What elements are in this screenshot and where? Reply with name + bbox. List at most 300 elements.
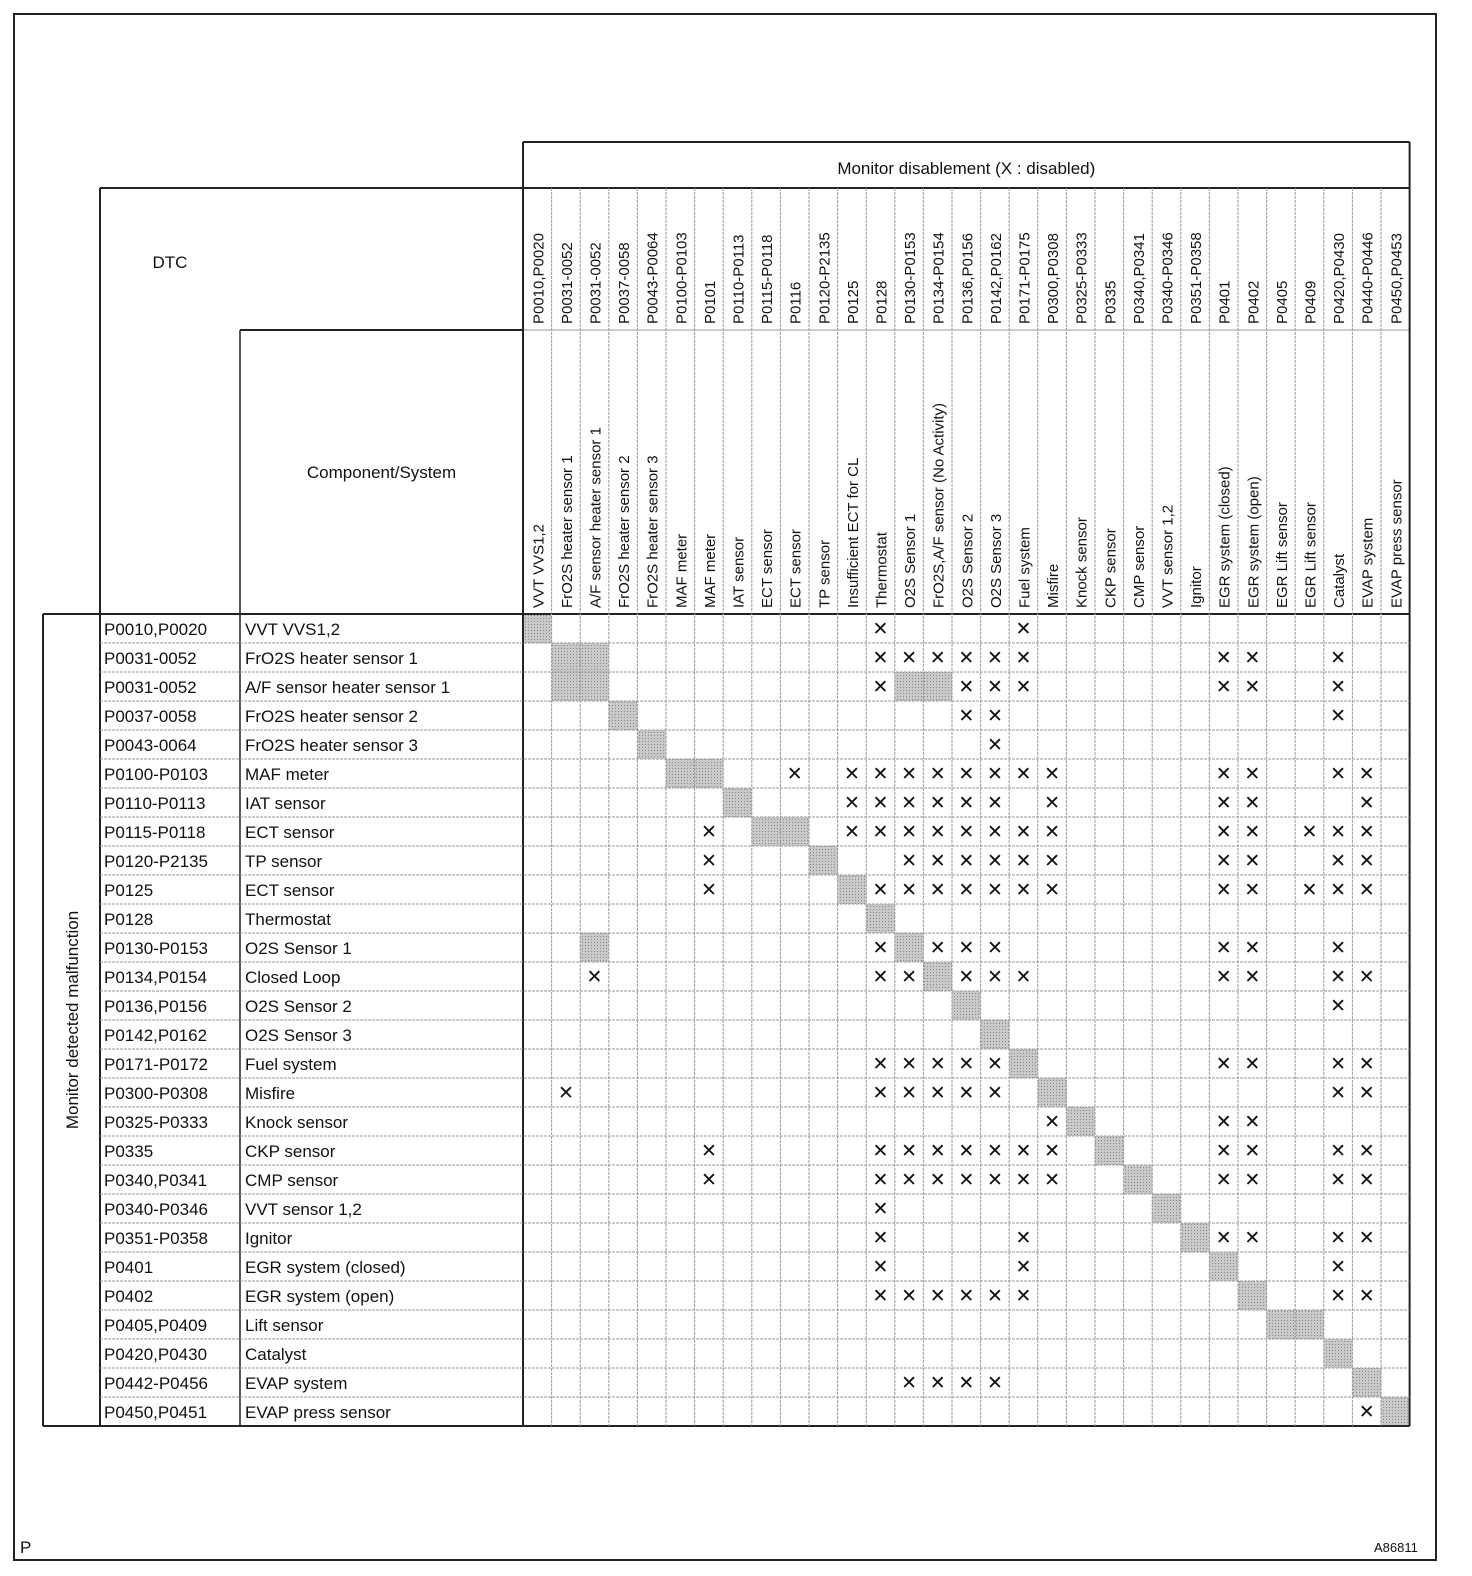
column-component-label: Fuel system [1016, 527, 1034, 608]
disabled-mark: ✕ [901, 850, 918, 872]
disabled-mark: ✕ [1044, 850, 1061, 872]
disabled-mark: ✕ [1301, 821, 1318, 843]
row-component: Closed Loop [245, 968, 341, 987]
disabled-mark: ✕ [872, 1082, 889, 1104]
disabled-mark: ✕ [1244, 937, 1261, 959]
row-dtc: P0125 [104, 881, 154, 900]
disabled-mark: ✕ [1244, 821, 1261, 843]
disabled-mark: ✕ [1358, 879, 1375, 901]
row-component: EGR system (open) [245, 1287, 395, 1306]
column-dtc-label: P0420,P0430 [1331, 233, 1349, 324]
disabled-mark: ✕ [872, 821, 889, 843]
shaded-cell [981, 1020, 1010, 1049]
row-component: MAF meter [245, 765, 330, 784]
shaded-cell [809, 846, 838, 875]
disabled-mark: ✕ [1244, 850, 1261, 872]
row-dtc: P0134,P0154 [104, 968, 208, 987]
column-component-label: ECT sensor [787, 529, 805, 608]
disabled-mark: ✕ [557, 1082, 574, 1104]
column-component-label: O2S Sensor 2 [959, 513, 977, 608]
column-dtc-label: P0440-P0446 [1359, 232, 1377, 324]
disabled-mark: ✕ [986, 1082, 1003, 1104]
disabled-mark: ✕ [1015, 1169, 1032, 1191]
disabled-mark: ✕ [929, 1169, 946, 1191]
column-dtc-label: P0031-0052 [587, 242, 605, 324]
disabled-mark: ✕ [958, 821, 975, 843]
shaded-cell [1238, 1281, 1267, 1310]
disabled-mark: ✕ [929, 937, 946, 959]
disabled-mark: ✕ [1358, 1169, 1375, 1191]
disabled-mark: ✕ [1330, 1053, 1347, 1075]
disabled-mark: ✕ [958, 1053, 975, 1075]
disabled-mark: ✕ [1215, 1227, 1232, 1249]
shaded-cell [752, 817, 781, 846]
disabled-mark: ✕ [986, 937, 1003, 959]
disabled-mark: ✕ [872, 676, 889, 698]
column-dtc-label: P0134-P0154 [930, 232, 948, 324]
row-dtc: P0031-0052 [104, 678, 197, 697]
disabled-mark: ✕ [1330, 1140, 1347, 1162]
disabled-mark: ✕ [986, 734, 1003, 756]
disabled-mark: ✕ [958, 850, 975, 872]
row-component: FrO2S heater sensor 2 [245, 707, 418, 726]
disabled-mark: ✕ [1358, 1401, 1375, 1423]
component-system-header: Component/System [306, 463, 457, 482]
shaded-cell [838, 875, 867, 904]
row-dtc: P0340,P0341 [104, 1171, 208, 1190]
column-component-label: EGR system (closed) [1216, 466, 1234, 608]
disabled-mark: ✕ [1330, 850, 1347, 872]
disabled-mark: ✕ [986, 966, 1003, 988]
disabled-mark: ✕ [958, 1082, 975, 1104]
disabled-mark: ✕ [986, 1372, 1003, 1394]
disabled-mark: ✕ [1330, 1169, 1347, 1191]
disabled-mark: ✕ [1244, 879, 1261, 901]
shaded-cell [1124, 1165, 1153, 1194]
row-dtc: P0031-0052 [104, 649, 197, 668]
disabled-mark: ✕ [1015, 1227, 1032, 1249]
disabled-mark: ✕ [1301, 879, 1318, 901]
row-dtc: P0136,P0156 [104, 997, 208, 1016]
disabled-mark: ✕ [986, 763, 1003, 785]
disabled-mark: ✕ [1244, 1053, 1261, 1075]
disabled-mark: ✕ [1330, 995, 1347, 1017]
disabled-mark: ✕ [872, 966, 889, 988]
disabled-mark: ✕ [586, 966, 603, 988]
row-dtc: P0405,P0409 [104, 1316, 208, 1335]
column-dtc-label: P0142,P0162 [987, 233, 1005, 324]
disabled-mark: ✕ [1215, 1169, 1232, 1191]
shaded-cell [1352, 1368, 1381, 1397]
disabled-mark: ✕ [1215, 821, 1232, 843]
column-dtc-label: P0340,P0341 [1130, 233, 1148, 324]
disabled-mark: ✕ [958, 937, 975, 959]
disabled-mark: ✕ [901, 879, 918, 901]
disabled-mark: ✕ [1015, 1256, 1032, 1278]
row-component: FrO2S heater sensor 1 [245, 649, 418, 668]
disabled-mark: ✕ [929, 1140, 946, 1162]
disabled-mark: ✕ [901, 1372, 918, 1394]
row-component: Thermostat [245, 910, 331, 929]
disabled-mark: ✕ [1215, 879, 1232, 901]
disabled-mark: ✕ [1015, 763, 1032, 785]
shaded-cell [895, 672, 924, 701]
disabled-mark: ✕ [872, 618, 889, 640]
disabled-mark: ✕ [958, 792, 975, 814]
disabled-mark: ✕ [901, 1053, 918, 1075]
column-component-label: IAT sensor [730, 536, 748, 608]
disabled-mark: ✕ [1244, 763, 1261, 785]
disabled-mark: ✕ [929, 1285, 946, 1307]
row-component: EVAP press sensor [245, 1403, 391, 1422]
disabled-mark: ✕ [1330, 1285, 1347, 1307]
column-component-label: VVT VVS1,2 [530, 524, 548, 608]
disabled-mark: ✕ [986, 1285, 1003, 1307]
disabled-mark: ✕ [901, 763, 918, 785]
shaded-cell [552, 672, 581, 701]
disabled-mark: ✕ [1044, 1111, 1061, 1133]
disabled-mark: ✕ [1244, 792, 1261, 814]
row-dtc: P0335 [104, 1142, 154, 1161]
column-dtc-label: P0115-P0118 [759, 234, 777, 324]
disabled-mark: ✕ [1015, 618, 1032, 640]
disabled-mark: ✕ [901, 1140, 918, 1162]
row-dtc: P0300-P0308 [104, 1084, 208, 1103]
disabled-mark: ✕ [958, 966, 975, 988]
column-dtc-label: P0120-P2135 [816, 232, 834, 324]
figure-id: A86811 [1374, 1540, 1418, 1555]
disabled-mark: ✕ [1215, 647, 1232, 669]
row-component: IAT sensor [245, 794, 326, 813]
disabled-mark: ✕ [929, 647, 946, 669]
column-component-label: O2S Sensor 1 [902, 513, 920, 608]
column-dtc-label: P0335 [1102, 280, 1120, 324]
disabled-mark: ✕ [958, 705, 975, 727]
disabled-mark: ✕ [986, 821, 1003, 843]
row-dtc: P0442-P0456 [104, 1374, 208, 1393]
monitor-disablement-title: Monitor disablement (X : disabled) [837, 159, 1096, 178]
row-dtc: P0115-P0118 [104, 823, 206, 842]
disabled-mark: ✕ [1015, 850, 1032, 872]
disabled-mark: ✕ [929, 879, 946, 901]
disabled-mark: ✕ [958, 1372, 975, 1394]
shaded-cell [552, 643, 581, 672]
disabled-mark: ✕ [1330, 647, 1347, 669]
disabled-mark: ✕ [1215, 792, 1232, 814]
shaded-cell [780, 817, 809, 846]
column-dtc-label: P0402 [1245, 280, 1263, 324]
shaded-cell [723, 788, 752, 817]
disabled-mark: ✕ [929, 1082, 946, 1104]
disabled-mark: ✕ [700, 850, 717, 872]
shaded-cell [1009, 1049, 1038, 1078]
row-dtc: P0351-P0358 [104, 1229, 208, 1248]
shaded-cell [580, 672, 609, 701]
disabled-mark: ✕ [986, 676, 1003, 698]
disabled-mark: ✕ [872, 879, 889, 901]
row-component: TP sensor [245, 852, 323, 871]
disabled-mark: ✕ [872, 792, 889, 814]
column-component-label: FrO2S heater sensor 2 [616, 455, 634, 608]
disabled-mark: ✕ [1015, 1285, 1032, 1307]
disabled-mark: ✕ [929, 763, 946, 785]
disabled-mark: ✕ [1358, 1053, 1375, 1075]
column-component-label: Catalyst [1331, 553, 1349, 608]
shaded-cell [666, 759, 695, 788]
shaded-cell [1381, 1397, 1410, 1426]
column-dtc-label: P0171-P0175 [1016, 232, 1034, 324]
disabled-mark: ✕ [986, 647, 1003, 669]
disabled-mark: ✕ [1330, 937, 1347, 959]
shaded-cell [1038, 1078, 1067, 1107]
disabled-mark: ✕ [929, 821, 946, 843]
disabled-mark: ✕ [1358, 1227, 1375, 1249]
disabled-mark: ✕ [1358, 792, 1375, 814]
disabled-mark: ✕ [1015, 676, 1032, 698]
column-component-label: ECT sensor [759, 529, 777, 608]
disabled-mark: ✕ [700, 821, 717, 843]
disabled-mark: ✕ [872, 763, 889, 785]
column-component-label: A/F sensor heater sensor 1 [587, 427, 605, 608]
column-component-label: FrO2S heater sensor 1 [558, 455, 576, 608]
disabled-mark: ✕ [1044, 792, 1061, 814]
column-component-label: EVAP system [1359, 517, 1377, 608]
row-component: O2S Sensor 3 [245, 1026, 352, 1045]
disabled-mark: ✕ [1215, 1053, 1232, 1075]
disabled-mark: ✕ [1215, 850, 1232, 872]
column-component-label: Knock sensor [1073, 517, 1091, 608]
disabled-mark: ✕ [872, 1053, 889, 1075]
column-dtc-label: P0351-P0358 [1188, 232, 1206, 324]
disabled-mark: ✕ [901, 1285, 918, 1307]
row-component: Fuel system [245, 1055, 337, 1074]
row-component: O2S Sensor 2 [245, 997, 352, 1016]
disabled-mark: ✕ [929, 1372, 946, 1394]
disabled-mark: ✕ [1044, 879, 1061, 901]
disabled-mark: ✕ [843, 821, 860, 843]
monitor-detected-malfunction-label: Monitor detected malfunction [63, 910, 82, 1130]
disabled-mark: ✕ [700, 879, 717, 901]
row-component: Ignitor [245, 1229, 293, 1248]
column-dtc-label: P0101 [701, 280, 719, 324]
row-component: CMP sensor [245, 1171, 339, 1190]
disabled-mark: ✕ [958, 763, 975, 785]
disabled-mark: ✕ [843, 792, 860, 814]
column-component-label: MAF meter [673, 533, 691, 608]
column-dtc-label: P0409 [1302, 280, 1320, 324]
shaded-cell [1295, 1310, 1324, 1339]
disabled-mark: ✕ [986, 1053, 1003, 1075]
shaded-cell [923, 672, 952, 701]
shaded-cell [580, 643, 609, 672]
disabled-mark: ✕ [929, 792, 946, 814]
shaded-cell [866, 904, 895, 933]
row-component: VVT sensor 1,2 [245, 1200, 362, 1219]
row-dtc: P0340-P0346 [104, 1200, 208, 1219]
column-component-label: Misfire [1045, 563, 1063, 608]
row-component: ECT sensor [245, 881, 335, 900]
disabled-mark: ✕ [1330, 821, 1347, 843]
row-component: EVAP system [245, 1374, 348, 1393]
disabled-mark: ✕ [986, 705, 1003, 727]
disabled-mark: ✕ [1015, 821, 1032, 843]
shaded-cell [952, 991, 981, 1020]
disabled-mark: ✕ [1244, 1140, 1261, 1162]
disabled-mark: ✕ [1044, 1169, 1061, 1191]
disabled-mark: ✕ [958, 1285, 975, 1307]
column-component-label: Thermostat [873, 532, 891, 608]
disabled-mark: ✕ [958, 647, 975, 669]
disabled-mark: ✕ [786, 763, 803, 785]
disabled-mark: ✕ [1244, 647, 1261, 669]
row-component: Misfire [245, 1084, 296, 1103]
disabled-mark: ✕ [901, 647, 918, 669]
disabled-mark: ✕ [1215, 937, 1232, 959]
disabled-mark: ✕ [1358, 1140, 1375, 1162]
column-component-label: VVT sensor 1,2 [1159, 504, 1177, 608]
disabled-mark: ✕ [986, 792, 1003, 814]
disabled-mark: ✕ [1215, 1111, 1232, 1133]
shaded-cell [1209, 1252, 1238, 1281]
disabled-mark: ✕ [901, 821, 918, 843]
column-component-label: CMP sensor [1130, 525, 1148, 608]
column-dtc-label: P0043-P0064 [644, 232, 662, 324]
column-dtc-label: P0340-P0346 [1159, 232, 1177, 324]
column-component-label: EGR system (open) [1245, 476, 1263, 608]
row-component: Catalyst [245, 1345, 307, 1364]
disabled-mark: ✕ [1015, 1140, 1032, 1162]
column-dtc-label: P0130-P0153 [902, 232, 920, 324]
disabled-mark: ✕ [929, 1053, 946, 1075]
disabled-mark: ✕ [986, 850, 1003, 872]
disabled-mark: ✕ [1215, 676, 1232, 698]
disabled-mark: ✕ [872, 1169, 889, 1191]
row-component: Lift sensor [245, 1316, 324, 1335]
disabled-mark: ✕ [958, 676, 975, 698]
shaded-cell [895, 933, 924, 962]
disabled-mark: ✕ [958, 1140, 975, 1162]
column-dtc-label: P0010,P0020 [530, 233, 548, 324]
disabled-mark: ✕ [901, 966, 918, 988]
column-component-label: FrO2S heater sensor 3 [644, 455, 662, 608]
shaded-cell [1181, 1223, 1210, 1252]
column-component-label: FrO2S,A/F sensor (No Activity) [930, 402, 948, 608]
disabled-mark: ✕ [1330, 1082, 1347, 1104]
column-component-label: Ignitor [1188, 566, 1206, 608]
disabled-mark: ✕ [1330, 763, 1347, 785]
row-dtc: P0110-P0113 [104, 794, 206, 813]
column-dtc-label: P0128 [873, 280, 891, 324]
dtc-header: DTC [152, 253, 188, 272]
disabled-mark: ✕ [1244, 966, 1261, 988]
disabled-mark: ✕ [1358, 821, 1375, 843]
page-letter: P [20, 1538, 32, 1557]
disabled-mark: ✕ [1358, 1285, 1375, 1307]
shaded-cell [523, 614, 552, 643]
shaded-cell [1324, 1339, 1353, 1368]
row-dtc: P0401 [104, 1258, 154, 1277]
shaded-cell [923, 962, 952, 991]
column-dtc-label: P0325-P0333 [1073, 232, 1091, 324]
disabled-mark: ✕ [872, 937, 889, 959]
row-component: VVT VVS1,2 [245, 620, 341, 639]
row-dtc: P0325-P0333 [104, 1113, 208, 1132]
disabled-mark: ✕ [986, 879, 1003, 901]
disabled-mark: ✕ [843, 763, 860, 785]
row-component: O2S Sensor 1 [245, 939, 352, 958]
row-dtc: P0120-P2135 [104, 852, 208, 871]
disabled-mark: ✕ [1015, 879, 1032, 901]
column-component-label: Insufficient ECT for CL [844, 457, 862, 608]
disabled-mark: ✕ [1215, 966, 1232, 988]
column-component-label: EGR Lift sensor [1302, 502, 1320, 608]
row-component: ECT sensor [245, 823, 335, 842]
row-dtc: P0100-P0103 [104, 765, 208, 784]
disabled-mark: ✕ [1358, 966, 1375, 988]
row-dtc: P0171-P0172 [104, 1055, 208, 1074]
column-component-label: TP sensor [816, 539, 834, 608]
shaded-cell [637, 730, 666, 759]
disabled-mark: ✕ [1244, 1111, 1261, 1133]
row-component: EGR system (closed) [245, 1258, 406, 1277]
column-dtc-label: P0300,P0308 [1045, 233, 1063, 324]
shaded-cell [695, 759, 724, 788]
row-component: Knock sensor [245, 1113, 348, 1132]
disabled-mark: ✕ [1330, 966, 1347, 988]
disabled-mark: ✕ [700, 1169, 717, 1191]
disabled-mark: ✕ [1244, 676, 1261, 698]
row-dtc: P0450,P0451 [104, 1403, 208, 1422]
column-component-label: EGR Lift sensor [1273, 502, 1291, 608]
shaded-cell [1152, 1194, 1181, 1223]
shaded-cell [1267, 1310, 1296, 1339]
column-dtc-label: P0037-0058 [616, 242, 634, 324]
disabled-mark: ✕ [1330, 1227, 1347, 1249]
row-dtc: P0420,P0430 [104, 1345, 208, 1364]
row-dtc: P0043-0064 [104, 736, 197, 755]
row-component: CKP sensor [245, 1142, 336, 1161]
disabled-mark: ✕ [1330, 705, 1347, 727]
disabled-mark: ✕ [1044, 821, 1061, 843]
disabled-mark: ✕ [1330, 676, 1347, 698]
disabled-mark: ✕ [872, 1285, 889, 1307]
disabled-mark: ✕ [958, 879, 975, 901]
disabled-mark: ✕ [901, 792, 918, 814]
shaded-cell [580, 933, 609, 962]
disabled-mark: ✕ [1044, 1140, 1061, 1162]
column-dtc-label: P0450,P0453 [1388, 233, 1406, 324]
disabled-mark: ✕ [901, 1082, 918, 1104]
row-dtc: P0037-0058 [104, 707, 197, 726]
column-dtc-label: P0100-P0103 [673, 232, 691, 324]
disabled-mark: ✕ [986, 1169, 1003, 1191]
disabled-mark: ✕ [1015, 966, 1032, 988]
row-dtc: P0130-P0153 [104, 939, 208, 958]
shaded-cell [609, 701, 638, 730]
row-dtc: P0010,P0020 [104, 620, 208, 639]
disabled-mark: ✕ [901, 1169, 918, 1191]
disabled-mark: ✕ [958, 1169, 975, 1191]
disabled-mark: ✕ [1358, 1082, 1375, 1104]
disabled-mark: ✕ [872, 1198, 889, 1220]
column-dtc-label: P0110-P0113 [730, 234, 748, 324]
column-component-label: MAF meter [701, 533, 719, 608]
disabled-mark: ✕ [1215, 763, 1232, 785]
disabled-mark: ✕ [1044, 763, 1061, 785]
disabled-mark: ✕ [929, 850, 946, 872]
shaded-cell [1066, 1107, 1095, 1136]
disabled-mark: ✕ [1015, 647, 1032, 669]
